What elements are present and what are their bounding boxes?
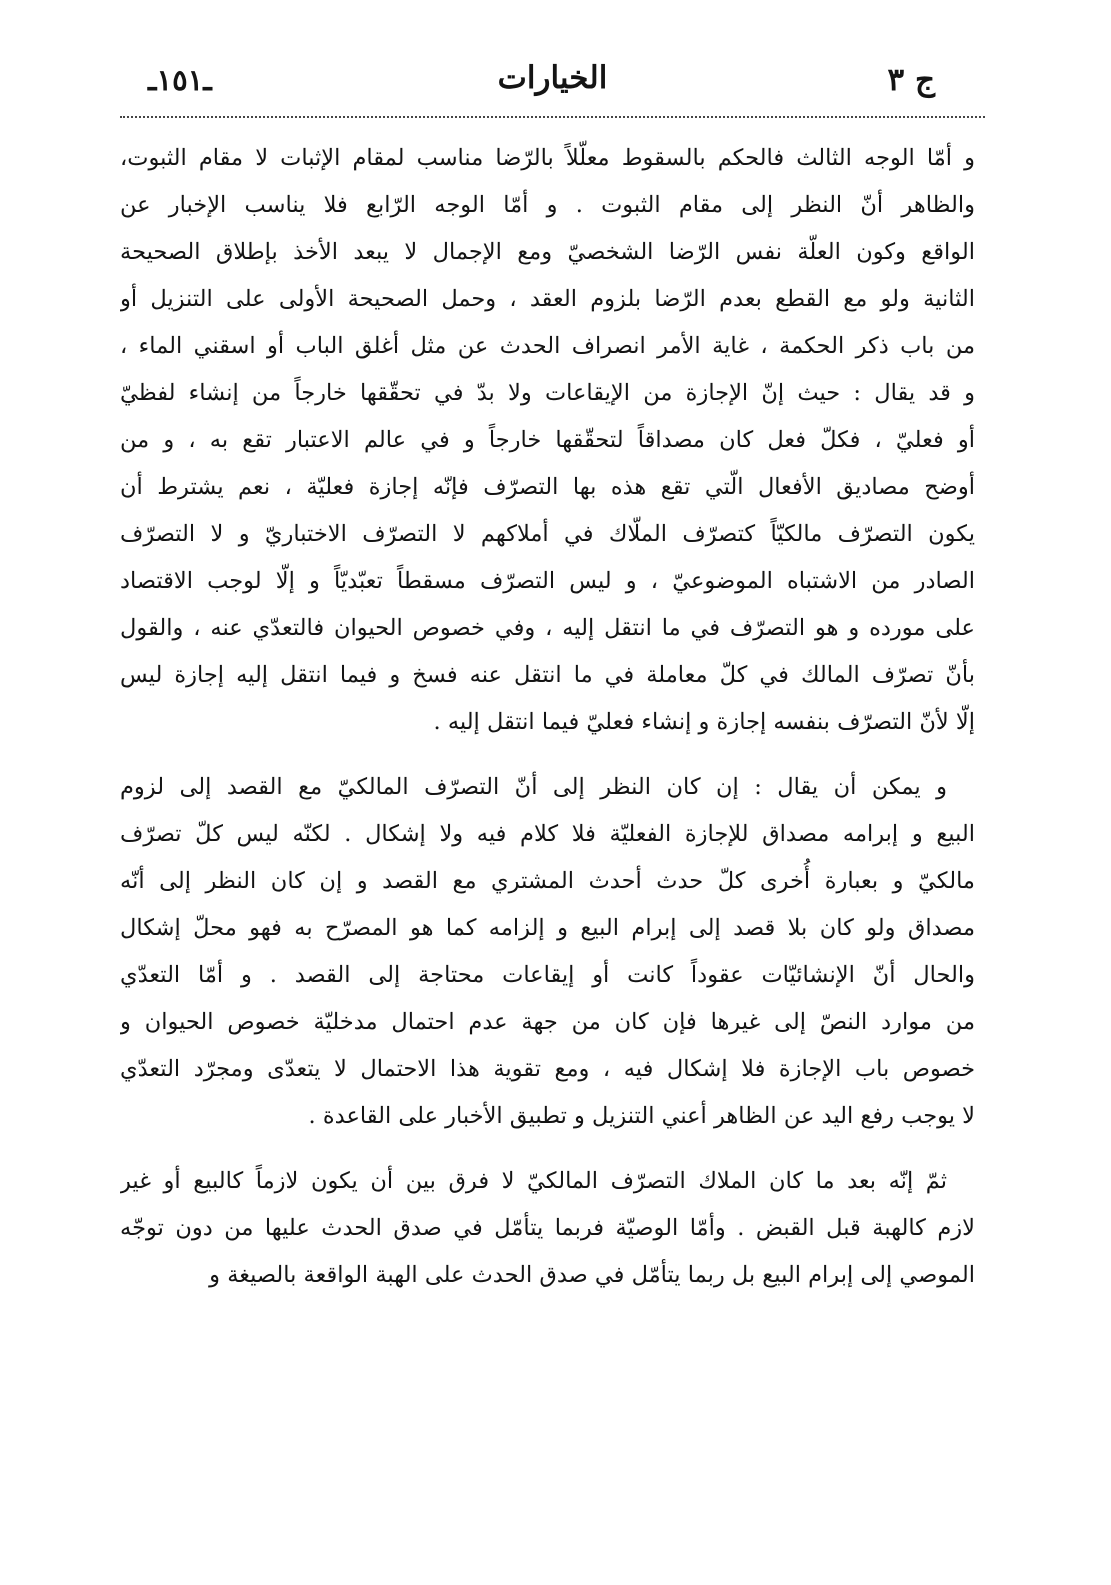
text-line: من موارد النصّ إلى غيرها فإن كان من جهة عدم احتمال مدخليّة خصوص الحيوان و — [120, 1009, 975, 1035]
text-line: الصادر من الاشتباه الموضوعيّ ، و ليس التصرّف مسقطاً تعبّديّاً و إلّا لوجب الاقتصاد — [120, 568, 975, 594]
text-line: لا يوجب رفع اليد عن الظاهر أعني التنزيل و تطبيق الأخبار على القاعدة . — [308, 1103, 975, 1129]
paragraph — [120, 1158, 975, 1299]
text-line: البيع و إبرامه مصداق للإجازة الفعليّة فلا كلام فيه ولا إشكال . لكنّه ليس كلّ تصرّف — [120, 821, 975, 847]
text-line: الموصي إلى إبرام البيع بل ربما يتأمّل في صدق الحدث على الهبة الواقعة بالصيغة و — [209, 1262, 975, 1288]
text-line: والظاهر أنّ النظر إلى مقام الثبوت . و أمّا الوجه الرّابع فلا يناسب الإخبار عن — [120, 192, 975, 218]
page-header — [120, 54, 985, 106]
text-line: من باب ذكر الحكمة ، غاية الأمر انصراف الحدث عن مثل أغلق الباب أو اسقني الماء ، — [120, 333, 975, 359]
running-title: الخيارات — [497, 60, 608, 96]
text-line: أو فعليّ ، فكلّ فعل كان مصداقاً لتحقّقها خارجاً و في عالم الاعتبار تقع به ، و من — [120, 427, 975, 453]
text-line: يكون التصرّف مالكيّاً كتصرّف الملّاك في أملاكهم لا التصرّف الاختباريّ و لا التصرّف — [120, 521, 975, 547]
header-divider — [120, 116, 985, 118]
paragraph-gap — [120, 1140, 975, 1158]
volume-label: ج ٣ — [887, 62, 935, 98]
text-line: و يمكن أن يقال : إن كان النظر إلى أنّ التصرّف المالكيّ مع القصد إلى لزوم — [120, 774, 947, 800]
text-line: لازم كالهبة قبل القبض . وأمّا الوصيّة فربما يتأمّل في صدق الحدث عليها من دون توجّه — [120, 1215, 975, 1241]
text-line: إلّا لأنّ التصرّف بنفسه إجازة و إنشاء فعليّ فيما انتقل إليه . — [433, 709, 975, 735]
paragraph-gap — [120, 746, 975, 764]
body-text — [120, 135, 975, 1299]
text-line: و أمّا الوجه الثالث فالحكم بالسقوط معلّلاً بالرّضا مناسب لمقام الإثبات لا مقام الثبوت، — [120, 145, 975, 171]
page-number: ـ١٥١ـ — [148, 63, 212, 97]
paragraph — [120, 135, 975, 746]
text-line: الواقع وكون العلّة نفس الرّضا الشخصيّ ومع الإجمال لا يبعد الأخذ بإطلاق الصحيحة — [120, 239, 975, 265]
text-line: و قد يقال : حيث إنّ الإجازة من الإيقاعات ولا بدّ في تحقّقها خارجاً من إنشاء لفظيّ — [120, 380, 975, 406]
text-line: خصوص باب الإجازة فلا إشكال فيه ، ومع تقوية هذا الاحتمال لا يتعدّى ومجرّد التعدّي — [120, 1056, 975, 1082]
text-line: ثمّ إنّه بعد ما كان الملاك التصرّف المالكيّ لا فرق بين أن يكون لازماً كالبيع أو غير — [120, 1168, 947, 1194]
text-line: على مورده و هو التصرّف في ما انتقل إليه ، وفي خصوص الحيوان فالتعدّي عنه ، والقول — [120, 615, 975, 641]
text-line: مصداق ولو كان بلا قصد إلى إبرام البيع و إلزامه كما هو المصرّح به فهو محلّ إشكال — [120, 915, 975, 941]
text-line: والحال أنّ الإنشائيّات عقوداً كانت أو إيقاعات محتاجة إلى القصد . و أمّا التعدّي — [120, 962, 975, 988]
text-line: مالكيّ و بعبارة أُخرى كلّ حدث أحدث المشتري مع القصد و إن كان النظر إلى أنّه — [120, 868, 975, 894]
text-line: بأنّ تصرّف المالك في كلّ معاملة في ما انتقل عنه فسخ و فيما انتقل إليه إجازة ليس — [120, 662, 975, 688]
text-line: الثانية ولو مع القطع بعدم الرّضا بلزوم العقد ، وحمل الصحيحة الأولى على التنزيل أو — [120, 286, 975, 312]
paragraph — [120, 764, 975, 1140]
text-line: أوضح مصاديق الأفعال الّتي تقع هذه بها التصرّف فإنّه إجازة فعليّة ، نعم يشترط أن — [120, 474, 975, 500]
